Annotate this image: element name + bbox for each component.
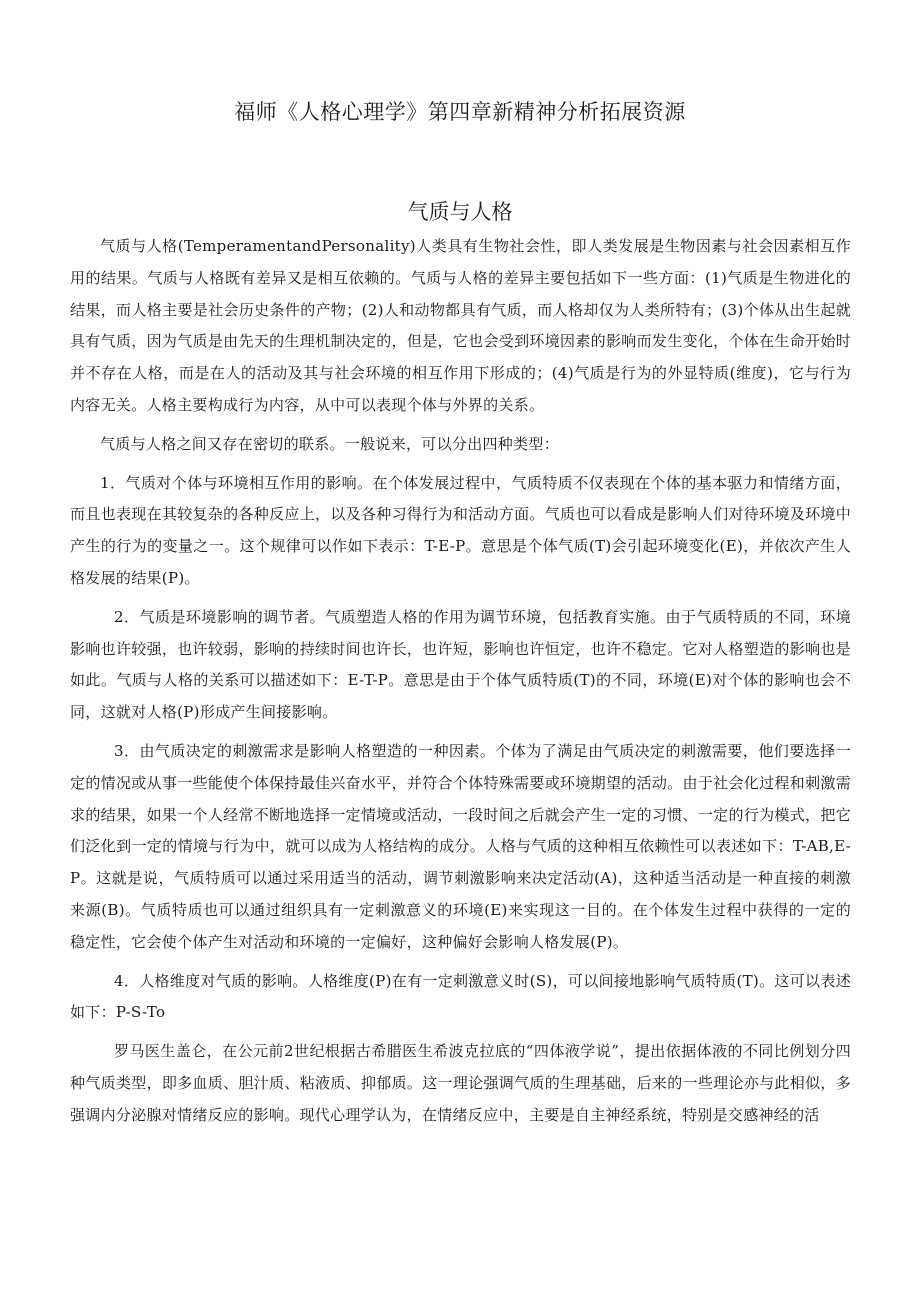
paragraph-type-4: 4．人格维度对气质的影响。人格维度(P)在有一定刺激意义时(S)，可以间接地影响气质特质(T)。这可以表述如下：P-S-To: [70, 971, 851, 1022]
paragraph-type-3: 3．由气质决定的刺激需求是影响人格塑造的一种因素。个体为了满足由气质决定的刺激需要，他们要选择一定的情况或从事一些能使个体保持最佳兴奋水平，并符合个体特殊需要或环境期望的活动。由于社会化过程和刺激需求的结果，如果一个人经常不断地选择一定情境或活动，一段时间之后就会产生一定的习惯、一定的行为模式，把它们泛化到一定的情境与行为中，就可以成为人格结构的成分。人格与气质的这种相互依赖性可以表述如下：T-AB,E-P。这就是说，气质特质可以通过采用适当的活动，调节刺激影响来决定活动(A)，这种适当活动是一种直接的刺激来源(B)。气质特质也可以通过组织具有一定刺激意义的环境(E)来实现这一目的。在个体发生过程中获得的一定的稳定性，它会使个体产生对活动和环境的一定偏好，这种偏好会影响人格发展(P)。: [70, 741, 851, 951]
paragraph-type-2: 2．气质是环境影响的调节者。气质塑造人格的作用为调节环境，包括教育实施。由于气质特质的不同，环境影响也许较强，也许较弱，影响的持续时间也许长，也许短，影响也许恒定，也许不稳定。它对人格塑造的影响也是如此。气质与人格的关系可以描述如下：E-T-P。意思是由于个体气质特质(T)的不同，环境(E)对个体的影响也会不同，这就对人格(P)形成产生间接影响。: [70, 607, 851, 722]
paragraph-four-types: 气质与人格之间又存在密切的联系。一般说来，可以分出四种类型：: [100, 434, 560, 453]
paragraph-galen: 罗马医生盖仑，在公元前2世纪根据古希腊医生希波克拉底的“四体液学说”，提出依据体液的不同比例划分四种气质类型，即多血质、胆汁质、粘液质、抑郁质。这一理论强调气质的生理基础，后来的一些理论亦与此相似，多强调内分泌腺对情绪反应的影响。现代心理学认为，在情绪反应中，主要是自主神经系统，特别是交感神经的活: [70, 1042, 851, 1124]
document-body: [70, 231, 851, 1132]
paragraph-type-1: 1．气质对个体与环境相互作用的影响。在个体发展过程中，气质特质不仅表现在个体的基本驱力和情绪方面，而且也表现在其较复杂的各种反应上，以及各种习得行为和活动方面。气质也可以看成是影响人们对待环境及环境中产生的行为的变量之一。这个规律可以作如下表示：T-E-P。意思是个体气质(T)会引起环境变化(E)，并依次产生人格发展的结果(P)。: [70, 473, 851, 587]
section-title: 气质与人格: [407, 200, 513, 224]
document-title: 福师《人格心理学》第四章新精神分析拓展资源: [234, 100, 686, 124]
paragraph-intro: 气质与人格(TemperamentandPersonality)人类具有生物社会性，即人类发展是生物因素与社会因素相互作用的结果。气质与人格既有差异又是相互依赖的。气质与人格的差异主要包括如下一些方面：(1)气质是生物进化的结果，而人格主要是社会历史条件的产物；(2)人和动物都具有气质，而人格却仅为人类所特有；(3)个体从出生起就具有气质，因为气质是由先天的生理机制决定的，但是，它也会受到环境因素的影响而发生变化，个体在生命开始时并不存在人格，而是在人的活动及其与社会环境的相互作用下形成的；(4)气质是行为的外显特质(维度)，它与行为内容无关。人格主要构成行为内容，从中可以表现个体与外界的关系。: [70, 237, 851, 414]
